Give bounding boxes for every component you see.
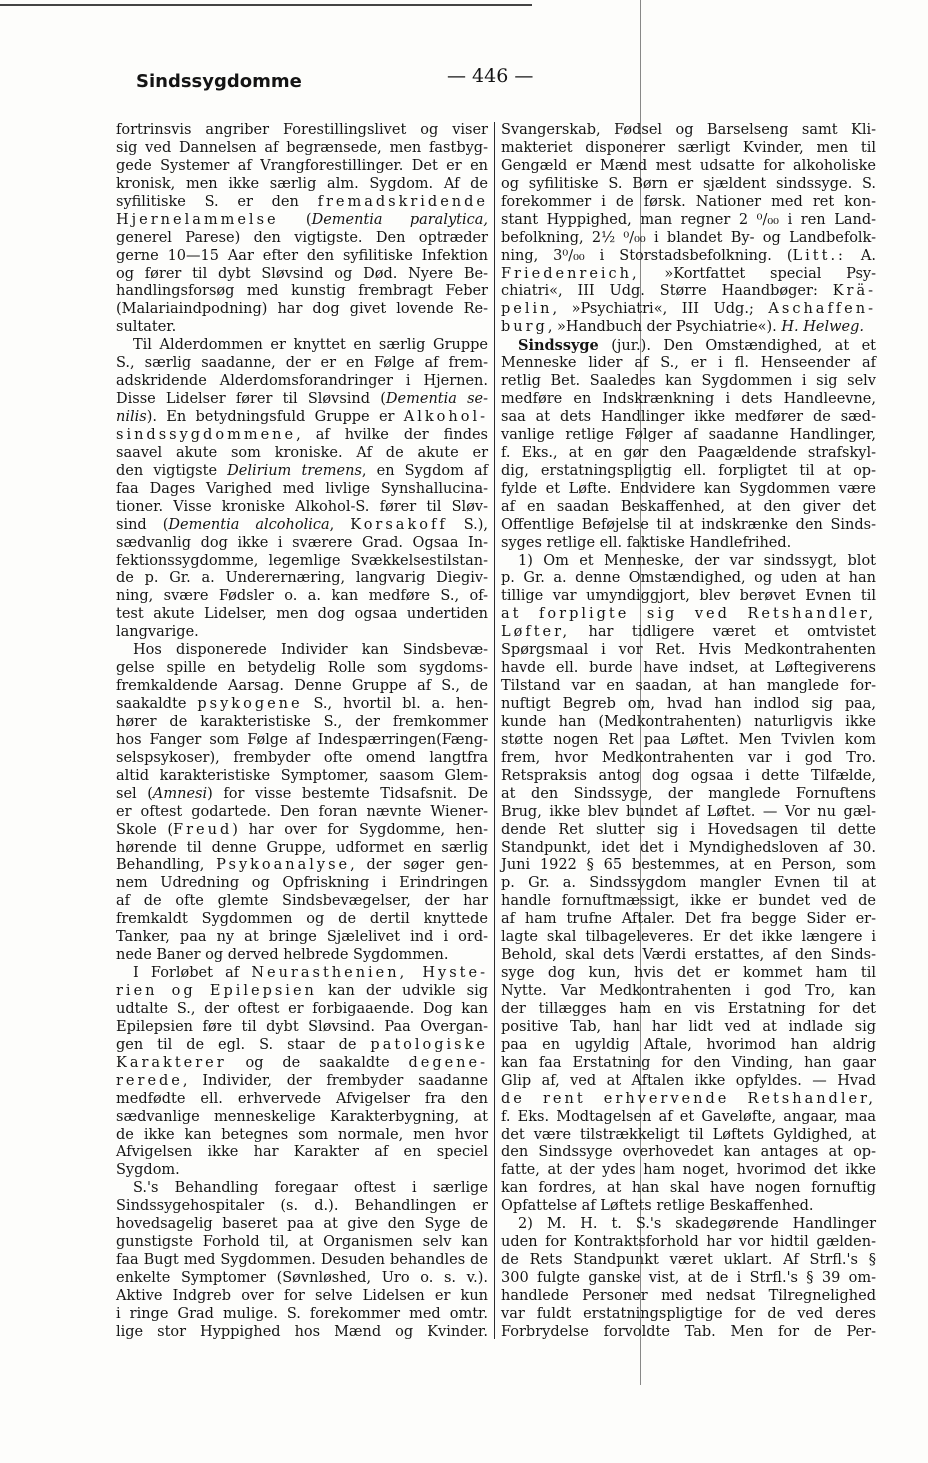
spaced-emphasis: pelin [501, 301, 553, 318]
left-column [116, 122, 488, 1342]
paragraph [501, 122, 876, 337]
text-line: handlede Personer med nedsat Tilregnelighed [501, 1287, 876, 1304]
text-line: i ringe Grad mulige. S. forekommer med omtr. [116, 1305, 488, 1322]
text-line: 1) Om et Menneske, der var sindssygt, blot [518, 552, 876, 569]
text-line: sultater. [116, 319, 177, 336]
text-line: den Sindssyge overhovedet kan antages at op- [501, 1144, 876, 1161]
spaced-emphasis: Alkohol- [403, 409, 488, 425]
text-line: faa Dages Varighed med livlige Synshallucina- [116, 480, 488, 497]
text-line: hos Fanger som Følge af Indespærringen(Fæng- [116, 731, 488, 748]
paragraph [116, 337, 488, 642]
spaced-emphasis: Løfter, [501, 624, 571, 641]
text-line: befolkning, 2½ ⁰/₀₀ i blandet By- og Landbefolk- [501, 229, 876, 246]
text-line: uden for Kontraktsforhold har vor hidtil gælden- [501, 1234, 876, 1251]
spaced-emphasis: Karakterer [116, 1054, 227, 1071]
text-line: Nytte. Var Medkontrahenten i god Tro, kan [501, 983, 876, 999]
text-run: saakaldte [116, 696, 198, 712]
italic-emphasis: Dementia alcoholica [168, 516, 330, 533]
text-line [116, 965, 488, 983]
text-run: sel ( [116, 785, 153, 802]
text-line: tillige var umyndiggjort, blev berøvet Evnen til [501, 588, 876, 605]
text-line: makteriet disponerer særligt Kvinder, men til [501, 139, 876, 156]
text-line: Tanker, paa ny at bringe Sjælelivet ind i ord- [116, 929, 488, 946]
text-line: de Rets Standpunkt været uklart. Af Strfl.'s § [501, 1252, 876, 1269]
spaced-emphasis: Friedenreich, [501, 265, 640, 282]
spaced-emphasis: Krä- [832, 283, 876, 300]
text-line: fremkaldende Aarsag. Denne Gruppe af S., de [116, 678, 488, 695]
text-line: fylde et Løfte. Endvidere kan Sygdommen være [501, 480, 876, 497]
text-line [116, 194, 488, 212]
text-line: lagte skal tilbageleveres. Er det ikke længere i [501, 929, 876, 946]
text-line: var fuldt erstatningspligtige for de ved deres [501, 1305, 876, 1322]
spaced-emphasis: Freud [173, 821, 233, 838]
text-line: nede Baner og derved helbrede Sygdommen. [116, 947, 449, 964]
text-line: af ham trufne Aftaler. Det fra begge Sider er- [501, 911, 876, 928]
text-line [501, 319, 876, 337]
text-line: de p. Gr. a. Underernæring, langvarig Diegiv- [116, 570, 488, 587]
spaced-emphasis: Hjernelammelse [116, 211, 279, 228]
spaced-emphasis: de rent erhvervende Retshandler, [501, 1090, 876, 1107]
text-line: p. Gr. a. Sindssygdom mangler Evnen til at [501, 875, 876, 892]
text-line [116, 212, 488, 230]
text-line [501, 1091, 876, 1109]
bold-headword: Sindssyge [518, 337, 599, 355]
right-column [501, 122, 876, 1342]
spaced-emphasis: sindssygdommene [116, 426, 297, 443]
text-line [501, 283, 876, 301]
text-line: handlingsforsøg med kunstig frembragt Feber [116, 283, 488, 300]
text-line: langvarige. [116, 624, 199, 641]
text-line: handle fornuftmæssigt, ikke er bundet ved de [501, 893, 876, 910]
text-line: Sygdom. [116, 1162, 180, 1179]
text-line: Epilepsien føre til dybt Sløvsind. Paa Overgan- [116, 1018, 488, 1035]
text-run: , »Handbuch der Psychiatrie«). [547, 319, 782, 336]
text-line: Forbrydelse forvoldte Tab. Men for de Per- [501, 1323, 876, 1340]
text-line: medføre en Indskrænkning i dets Handleevne, [501, 391, 876, 408]
text-line: kan faa Erstatning for den Vinding, han gaar [501, 1054, 876, 1071]
text-line: gelse spille en betydelig Rolle som sygdoms- [116, 660, 488, 677]
spaced-emphasis: patologiske [370, 1036, 488, 1053]
text-run: chiatri«, III Udg. Større Haandbøger: [501, 283, 833, 300]
text-line: hører de karakteristiske S., der fremkommer [116, 713, 488, 730]
text-run: har tidligere været et omtvistet [570, 624, 876, 641]
spaced-emphasis: burg [501, 319, 548, 336]
text-line: forekommer i de førsk. Nationer med ret kon- [501, 193, 876, 210]
text-line [501, 337, 876, 355]
text-line: kan fordres, at han skal have nogen fornuftig [501, 1180, 876, 1197]
spaced-emphasis: Litt.: [792, 247, 846, 264]
text-line: havde ell. burde have indset, at Løftegiverens [501, 660, 876, 677]
text-line: nem Udredning og Opfriskning i Erindringen [116, 875, 488, 892]
text-run: Skole ( [116, 821, 174, 838]
text-line: test akute Lidelser, men dog ogsaa undertiden [116, 606, 488, 623]
text-run: ) har over for Sygdomme, hen- [232, 821, 488, 838]
spaced-emphasis: fremadskridende [317, 193, 488, 210]
text-line: Brug, ikke blev bundet af Løftet. — Vor nu gæl- [501, 803, 876, 820]
text-line: p. Gr. a. denne Omstændighed, og uden at han [501, 570, 876, 587]
spaced-emphasis: psykogene [197, 696, 303, 712]
spaced-emphasis: degene- [408, 1054, 488, 1071]
text-line: det være tilstrækkeligt til Løftets Gyldighed, at [501, 1126, 876, 1143]
text-line: dende Ret slutter sig i Hovedsagen til dette [501, 821, 876, 838]
text-line: S., særlig saadanne, der er en Følge af frem- [116, 355, 488, 372]
text-line: kunde han (Medkontrahenten) naturligvis ikke [501, 713, 876, 730]
text-line: adskridende Alderdomsforandringer i Hjernen. [116, 373, 488, 390]
italic-emphasis: Dementia paralytica, [311, 211, 488, 228]
text-line: af en saadan Beskaffenhed, at den giver det [501, 498, 876, 515]
paragraph [116, 122, 488, 337]
text-line [501, 606, 876, 624]
text-line [116, 983, 488, 1001]
text-run: kan der udvikle sig [316, 983, 488, 999]
text-line: Standpunkt, idet det i Myndighedsloven af 30. [501, 839, 876, 856]
text-line: Tilstand var en saadan, at han manglede for- [501, 678, 876, 695]
page-number: — 446 — [447, 65, 534, 87]
text-line [501, 248, 876, 266]
text-run: Disse Lidelser fører til Sløvsind ( [116, 391, 386, 408]
column-divider [494, 122, 495, 1339]
text-line: sædvanlige menneskelige Karakterbygning, at [116, 1108, 488, 1125]
text-line: støtte nogen Ret paa Løftet. Men Tvivlen kom [501, 731, 876, 748]
text-line [116, 391, 488, 409]
text-line [116, 696, 488, 714]
text-line: fremkaldt Sygdommen og de dertil knyttede [116, 911, 488, 928]
paragraph [501, 553, 876, 1217]
text-line: og syfilitiske S. Børn er sjældent sindssyge. S. [501, 175, 876, 192]
text-run: I Forløbet af [133, 965, 252, 982]
text-run: ) for visse bestemte Tidsafsnit. De [207, 785, 488, 802]
text-line: lige stor Hyppighed hos Mænd og Kvinder. [116, 1323, 488, 1340]
text-line: altid karakteristiske Symptomer, saasom Glem- [116, 767, 488, 784]
text-line: paa en ugyldig Aftale, hvorimod han aldrig [501, 1036, 876, 1053]
text-line: generel Parese) den vigtigste. Den optræder [116, 229, 488, 246]
text-line: positive Tab, han har lidt ved at indlade sig [501, 1018, 876, 1035]
text-run: , [329, 516, 351, 533]
text-run: den vigtigste [116, 462, 228, 479]
text-line: nuftigt Begreb om, hvad han indlod sig paa, [501, 696, 876, 712]
text-line: Svangerskab, Fødsel og Barselseng samt Kli- [501, 122, 876, 138]
text-line: Gengæld er Mænd mest udsatte for alkoholiske [501, 157, 876, 174]
text-line: f. Eks., at en gør den Paagældende strafskyl- [501, 444, 876, 461]
spaced-emphasis: Neurasthenien, Hyste- [251, 965, 488, 982]
text-line: Offentlige Beføjelse til at indskrænke den Sinds- [501, 516, 876, 533]
text-line: gede Systemer af Vrangforestillinger. Det er en [116, 157, 488, 174]
text-line: Sindssygehospitaler (s. d.). Behandlingen er [116, 1198, 488, 1215]
text-line: f. Eks. Modtagelsen af et Gaveløfte, angaar, maa [501, 1108, 876, 1125]
text-run: ( [278, 211, 312, 228]
text-line [501, 624, 876, 642]
spaced-emphasis: Aschaffen- [768, 301, 876, 318]
text-run: S.), [447, 516, 489, 533]
text-line: fortrinsvis angriber Forestillingslivet og viser [116, 122, 488, 138]
text-line: dig, erstatningspligtig ell. forpligtet til at op- [501, 462, 876, 479]
text-run: (jur.). Den Omstændighed, at et [598, 338, 876, 355]
text-line [501, 266, 876, 284]
text-line [116, 786, 488, 804]
text-line: vanlige retlige Følger af saadanne Handlinger, [501, 426, 876, 443]
text-line: fatte, at der ydes ham noget, hvorimod det ikke [501, 1162, 876, 1179]
text-run: , der søger gen- [350, 857, 488, 874]
text-line [116, 517, 488, 535]
text-line: Opfattelse af Løftets retlige Beskaffenhed. [501, 1198, 814, 1215]
text-line [116, 1037, 488, 1055]
text-line: der tillægges ham en vis Erstatning for det [501, 1000, 876, 1017]
text-line: stant Hyppighed, man regner 2 ⁰/₀₀ i ren Land- [501, 211, 876, 228]
text-line: Retspraksis antog dog ogsaa i dette Tilfælde, [501, 767, 876, 784]
text-line: sig ved Dannelsen af begrænsede, men fastbyg- [116, 139, 488, 156]
text-line: 2) M. H. t. S.'s skadegørende Handlinger [518, 1216, 876, 1233]
spaced-emphasis: Psykoanalyse [216, 857, 351, 874]
text-line: af de ofte glemte Sindsbevægelser, der har [116, 893, 488, 910]
text-line [116, 1073, 488, 1091]
text-line [501, 301, 876, 319]
text-line: Behold, skal dets Værdi erstattes, af den Sinds- [501, 947, 876, 964]
text-line [116, 427, 488, 445]
text-line: fektionssygdomme, legemlige Svækkelsestilstan- [116, 552, 488, 569]
text-line: retlig Bet. Saaledes kan Sygdommen i sig selv [501, 373, 876, 390]
text-run: S., hvortil bl. a. hen- [302, 696, 488, 712]
text-run: syfilitiske S. er den [116, 193, 318, 210]
text-run: ). En betydningsfuld Gruppe er [146, 409, 404, 425]
text-line: ning, svære Fødsler o. a. kan medføre S., of- [116, 588, 488, 605]
spaced-emphasis: at forpligte sig ved Retshandler, [501, 606, 876, 623]
text-line: Spørgsmaal i vor Ret. Hvis Medkontrahenten [501, 642, 876, 659]
text-line: Glip af, ved at Aftalen ikke opfyldes. — Hvad [501, 1072, 876, 1089]
text-run: Behandling, [116, 857, 217, 874]
text-run: , af hvilke der findes [296, 426, 488, 443]
running-head: Sindssygdomme [136, 71, 302, 92]
text-line: sædvanlig dog ikke i sværere Grad. Ogsaa In- [116, 534, 488, 551]
text-line: gunstigste Forhold til, at Organismen selv kan [116, 1234, 488, 1251]
text-run: gen til de egl. S. staar de [116, 1036, 371, 1053]
text-line: og fører til dybt Sløvsind og Død. Nyere Be- [116, 265, 488, 282]
text-line: 300 fulgte ganske vist, at de i Strfl.'s § 39 om- [501, 1270, 876, 1286]
text-line [116, 409, 488, 427]
text-line: Til Alderdommen er knyttet en særlig Gruppe [133, 337, 488, 354]
paragraph [116, 965, 488, 1180]
italic-emphasis: Delirium tremens [227, 462, 362, 479]
text-line: kronisk, men ikke særlig alm. Sygdom. Af de [116, 175, 488, 192]
text-line: at den Sindssyge, der manglede Fornuftens [501, 785, 876, 802]
text-run: og de saakaldte [226, 1054, 409, 1071]
text-line: de ikke kan betegnes som normale, men hvor [116, 1126, 488, 1143]
text-run: A. [845, 247, 876, 264]
text-line: gerne 10—15 Aar efter den syfilitiske Infektion [116, 247, 488, 264]
italic-emphasis: Amnesi [152, 785, 208, 802]
text-line: Hos disponerede Individer kan Sindsbevæ- [133, 642, 488, 659]
italic-emphasis: H. Helweg. [781, 319, 865, 336]
text-line: (Malariaindpodning) har dog givet lovende Re- [116, 301, 488, 318]
paragraph [116, 1180, 488, 1341]
text-run: sind ( [116, 516, 169, 533]
text-line [116, 857, 488, 875]
text-line: medfødte ell. erhvervede Afvigelser fra den [116, 1090, 488, 1107]
text-line: Menneske lider af S., er i fl. Henseender af [501, 355, 876, 372]
text-run: , en Sygdom af [361, 462, 488, 479]
text-line: frem, hvor Medkontrahenten var i god Tro. [501, 749, 876, 766]
spaced-emphasis: Korsakoff [350, 516, 448, 533]
text-line: udtalte S., der oftest er forbigaaende. Dog kan [116, 1000, 488, 1017]
text-line: selspsykoser), frembyder ofte omend langtfra [116, 749, 488, 766]
spaced-emphasis: rien og Epilepsien [116, 983, 317, 999]
text-line [116, 463, 488, 481]
text-line: er oftest godartede. Den foran nævnte Wiener- [116, 803, 488, 820]
text-line: syge dog kun, hvis det er kommet ham til [501, 965, 876, 982]
text-line [116, 1055, 488, 1073]
paragraph [116, 642, 488, 965]
text-line: enkelte Symptomer (Søvnløshed, Uro o. s. v.). [116, 1270, 488, 1286]
text-line: Aktive Indgreb over for selve Lidelsen er kun [116, 1287, 488, 1304]
paragraph [501, 1216, 876, 1342]
italic-emphasis: nilis [116, 409, 147, 425]
text-line: saavel akute som kroniske. Af de akute er [116, 444, 488, 461]
text-line: tioner. Visse kroniske Alkohol-S. fører til Sløv- [116, 498, 488, 515]
scan-edge-line [0, 4, 532, 6]
spaced-emphasis: rerede [116, 1072, 183, 1089]
text-run: , »Psychiatri«, III Udg.; [552, 301, 769, 318]
text-line [116, 822, 488, 840]
text-run: ning, 3⁰/₀₀ i Storstadsbefolkning. ( [501, 247, 793, 264]
text-line: Afvigelsen ikke har Karakter af en speciel [116, 1144, 488, 1161]
text-line: hørende til denne Gruppe, udformet en særlig [116, 839, 488, 856]
text-line: saa at dets Handlinger ikke medfører de sæd- [501, 409, 876, 425]
text-line: hovedsagelig baseret paa at give den Syge de [116, 1216, 488, 1233]
text-run: »Kortfattet special Psy- [639, 265, 876, 282]
text-line: faa Bugt med Sygdommen. Desuden behandles de [116, 1252, 488, 1269]
italic-emphasis: Dementia se- [385, 391, 489, 408]
text-line: Juni 1922 § 65 bestemmes, at en Person, som [501, 857, 876, 874]
paragraph [501, 337, 876, 552]
text-line: syges retlige ell. faktiske Handlefrihed. [501, 534, 792, 551]
text-line: S.'s Behandling foregaar oftest i særlige [133, 1180, 488, 1197]
text-run: , Individer, der frembyder saadanne [182, 1072, 488, 1089]
